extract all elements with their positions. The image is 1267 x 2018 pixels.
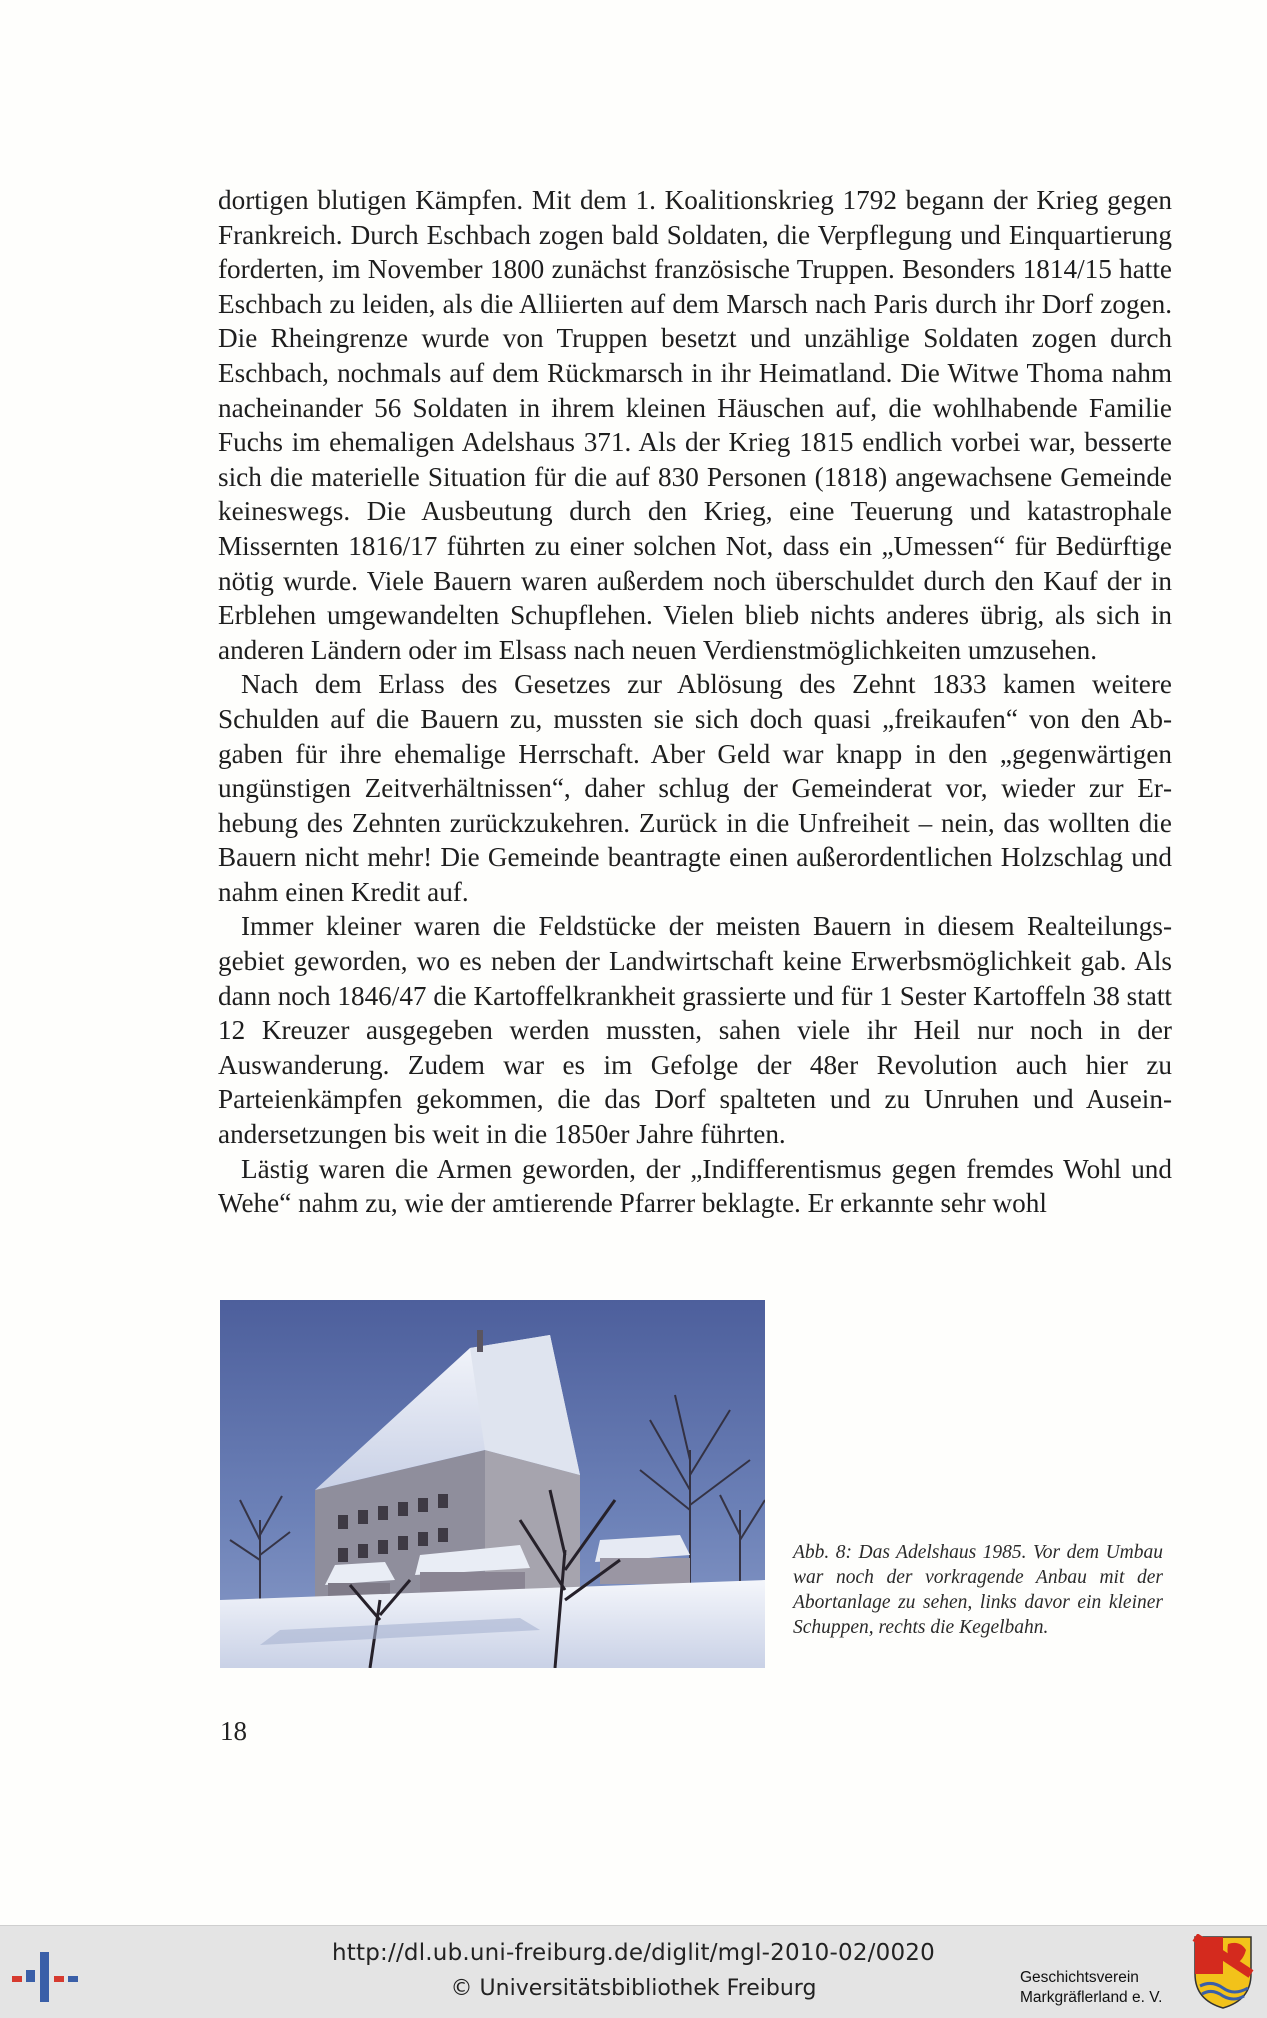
paragraph-3: Immer kleiner waren die Feldstücke der meisten Bauern in diesem Realteilungsgebiet geworden, wo es neben der Landwirtschaft keine Erwerbsmöglichkeit gab. Als dann noch 1846/47 die Kartoffelkrankheit grassierte und für 1 Sester Kartoffeln 38 statt 12 Kreuzer ausgegeben werden mussten, sahen viele ihr Heil nur noch in der Auswanderung. Zudem war es im Gefolge der 48er Revolution auch hier zu Parteienkämpfen gekommen, die das Dorf spalteten und zu Unruhen und Auseinandersetzungen bis weit in die 1850er Jahre führten. (218, 911, 1172, 1150)
paragraph-2: Nach dem Erlass des Gesetzes zur Ablösung des Zehnt 1833 kamen weitere Schulden auf die Bauern zu, mussten sie sich doch quasi „freikaufen“ von den Abgaben für ihre ehemalige Herrschaft. Aber Geld war knapp in den „gegenwärtigen ungünstigen Zeitverhältnissen“, daher schlug der Gemeinderat vor, wieder zur Erhebung des Zehnten zurückzukehren. Zurück in die Unfreiheit – nein, das wollten die Bauern nicht mehr! Die Gemeinde beantragte einen außerordentlichen Holzschlag und nahm einen Kredit auf. (218, 669, 1172, 907)
paragraph-4: Lästig waren die Armen geworden, der „Indifferentismus gegen fremdes Wohl und Wehe“ nahm zu, wie der amtierende Pfarrer beklagte. Er erkannte sehr wohl (218, 1153, 1172, 1219)
adelshaus-photo (220, 1300, 765, 1668)
coat-of-arms-icon (1192, 1934, 1254, 2010)
figure-caption: Abb. 8: Das Adelshaus 1985. Vor dem Umbau war noch der vorkragende Anbau mit der Abortanlage zu sehen, links davor ein kleiner Schuppen, rechts die Kegelbahn. (793, 1542, 1163, 1638)
page-number: 18 (220, 1716, 247, 1746)
copyright-text: © Universitätsbibliothek Freiburg (450, 1976, 817, 2001)
footer-bar (0, 1925, 1267, 2018)
society-line-2: Markgräflerland e. V. (1020, 1989, 1163, 2006)
document-url-link[interactable]: http://dl.ub.uni-freiburg.de/diglit/mgl-2010-02/0020 (332, 1940, 935, 1966)
society-line-1: Geschichtsverein (1020, 1969, 1139, 1986)
society-name (1020, 1968, 1162, 2008)
body-text (218, 183, 1172, 1221)
paragraph-1: dortigen blutigen Kämpfen. Mit dem 1. Koalitionskrieg 1792 begann der Krieg gegen Frankreich. Durch Eschbach zogen bald Soldaten, die Verpflegung und Einquartierung forderten, im November 1800 zunächst französische Truppen. Besonders 1814/15 hatte Eschbach zu leiden, als die Alliierten auf dem Marsch nach Paris durch ihr Dorf zogen. Die Rheingrenze wurde von Truppen besetzt und unzählige Soldaten zogen durch Eschbach, nochmals auf dem Rückmarsch in ihr Heimatland. Die Witwe Thoma nahm nacheinander 56 Soldaten in ihrem kleinen Häuschen auf, die wohlhabende Familie Fuchs im ehemaligen Adelshaus 371. Als der Krieg 1815 endlich vorbei war, besserte sich die materielle Situation für die auf 830 Personen (1818) angewachsene Gemeinde keineswegs. Die Ausbeutung durch den Krieg, eine Teuerung und katastrophale Missernten 1816/17 führten zu einer solchen Not, dass ein „Umessen“ für Bedürftige nötig wurde. Viele Bauern waren außerdem noch überschuldet durch den Kauf der in Erblehen umgewandelten Schupflehen. Vielen blieb nichts anderes übrig, als sich in anderen Ländern oder im Elsass nach neuen Verdienstmöglichkeiten umzusehen. (218, 185, 1172, 665)
